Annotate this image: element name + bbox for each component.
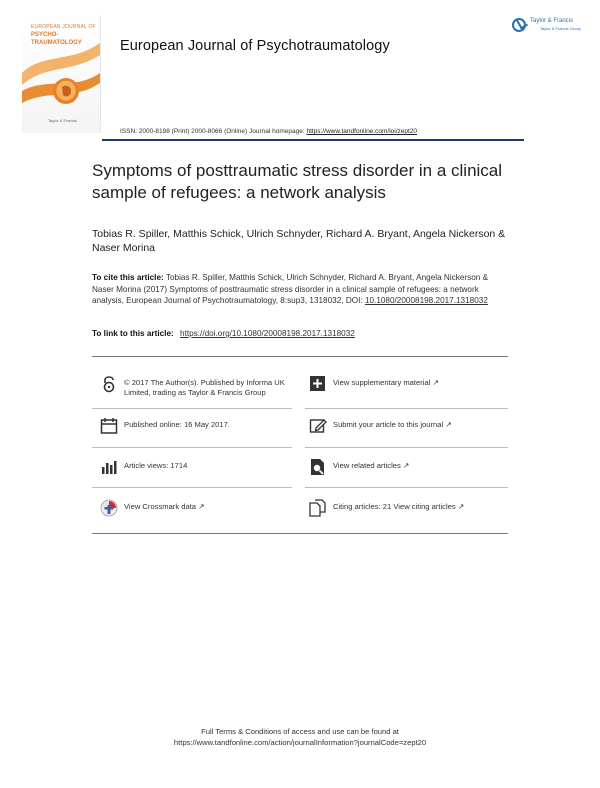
cover-artwork — [22, 43, 100, 123]
cover-line-3: TRAUMATOLOGY — [31, 40, 82, 46]
search-document-icon — [309, 458, 327, 476]
add-icon — [309, 375, 327, 393]
cover-line-1: EUROPEAN JOURNAL OF — [31, 24, 96, 30]
article-authors: Tobias R. Spiller, Matthis Schick, Ulrich Schnyder, Richard A. Bryant, Angela Nickerson & Naser Morina — [92, 228, 506, 254]
open-access-lock-icon — [100, 375, 118, 393]
publisher-logo-icon — [512, 18, 526, 32]
row-divider — [305, 408, 508, 409]
citation-doi-link[interactable]: 10.1080/20008198.2017.1318032 — [364, 296, 488, 305]
issn-text: ISSN: 2000-8198 (Print) 2000-8066 (Online) Journal homepage: — [120, 128, 305, 135]
publisher-logo[interactable] — [512, 16, 587, 36]
row-divider — [305, 487, 508, 488]
footer-terms-text: Full Terms & Conditions of access and use can be found at — [201, 727, 399, 736]
cover-publisher-logo: Taylor & Francis — [48, 118, 77, 123]
info-grid-bottom-rule — [92, 533, 508, 534]
edit-icon — [309, 417, 327, 435]
article-link-label: To link to this article: — [92, 329, 174, 338]
article-views-text: Article views: 1714 — [124, 461, 188, 470]
publisher-logo-subtext: Taylor & Francis Group — [540, 26, 581, 31]
info-grid-top-rule — [92, 356, 508, 357]
footer — [0, 726, 600, 748]
citing-articles-label: Citing articles: 21 View citing articles ↗ — [333, 502, 465, 511]
published-date-text: Published online: 16 May 2017. — [124, 420, 230, 429]
citation-text: Tobias R. Spiller, Matthis Schick, Ulrich Schnyder, Richard A. Bryant, Angela Nickerson & Naser Morina (2017) Symptoms of posttraumatic stress disorder in a clinical sample of refugees: a network analysis, European Journal of Psychotraumatology, 8:sup3, 1318032, DOI: — [92, 273, 489, 305]
row-divider — [92, 408, 292, 409]
crossmark-icon — [100, 499, 118, 517]
citation-label: To cite this article: — [92, 273, 164, 282]
crossmark-label: View Crossmark data ↗ — [124, 502, 205, 511]
bar-chart-icon — [100, 458, 118, 476]
supplementary-material-label: View supplementary material ↗ — [333, 378, 439, 387]
header-divider — [102, 139, 524, 141]
submit-article-label: Submit your article to this journal ↗ — [333, 420, 452, 429]
cover-line-2: PSYCHO- — [31, 32, 59, 38]
footer-terms-link[interactable]: https://www.tandfonline.com/action/journalInformation?journalCode=zept20 — [173, 738, 427, 747]
article-link-block — [92, 329, 512, 338]
row-divider — [92, 447, 292, 448]
article-doi-link[interactable]: https://doi.org/10.1080/20008198.2017.1318032 — [180, 329, 355, 338]
journal-name: European Journal of Psychotraumatology — [120, 38, 390, 54]
license-text: © 2017 The Author(s). Published by Informa UK Limited, trading as Taylor & Francis Group — [124, 378, 285, 397]
calendar-icon — [100, 417, 118, 435]
article-title: Symptoms of posttraumatic stress disorder in a clinical sample of refugees: a network analysis — [92, 161, 503, 202]
journal-cover-image — [22, 15, 101, 133]
citing-documents-icon — [309, 499, 327, 517]
journal-homepage-link[interactable]: https://www.tandfonline.com/loi/zept20 — [306, 128, 418, 135]
row-divider — [305, 447, 508, 448]
row-divider — [92, 487, 292, 488]
citation-block — [92, 272, 512, 307]
related-articles-label: View related articles ↗ — [333, 461, 410, 470]
publisher-logo-text: Taylor & Francis — [530, 18, 574, 24]
issn-line — [120, 128, 417, 135]
